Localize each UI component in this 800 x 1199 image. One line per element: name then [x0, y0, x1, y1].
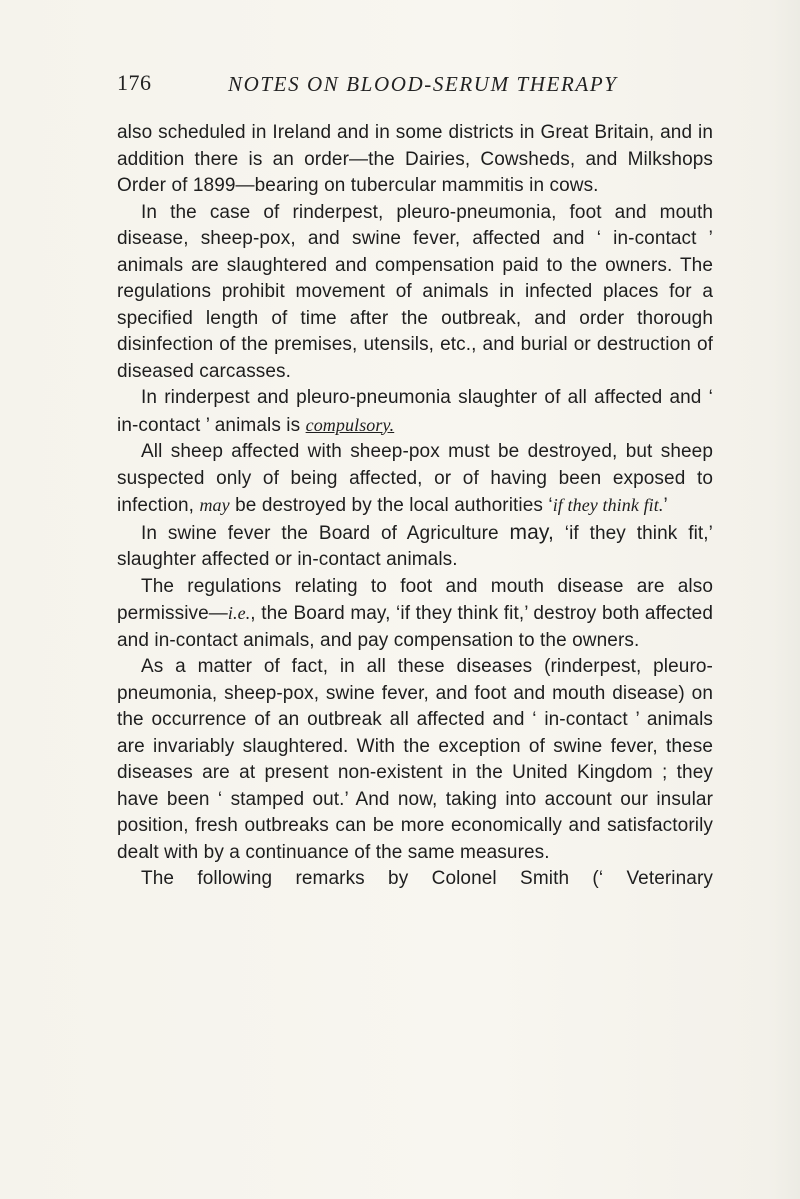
- emphasis-compulsory: compulsory.: [305, 414, 395, 435]
- paragraph-regulations: [117, 200, 713, 386]
- paragraph-text: The following remarks by Colonel Smith (‘ Veterinary: [141, 868, 713, 889]
- paragraph-text: All sheep affected with sheep-pox must be destroyed, but sheep suspected only of being affected, or of having been exposed to infection,: [117, 441, 713, 516]
- paragraph-text-end: ’: [663, 495, 668, 516]
- paragraph-compulsory: [117, 385, 713, 439]
- paragraph-foot-and-mouth: [117, 574, 713, 655]
- body-text: [117, 120, 713, 893]
- paragraph-text-end: , the Board may, ‘if they think fit,’ destroy both affected and in-contact animals, and pay compensation to the owners.: [117, 603, 713, 651]
- page-number: 176: [117, 70, 152, 95]
- paragraph-swine-fever: [117, 520, 713, 574]
- emphasis-may-bold: may,: [509, 520, 554, 544]
- page-header: [117, 70, 717, 106]
- paragraph-text-mid: be destroyed by the local authorities ‘: [229, 495, 553, 516]
- emphasis-if-they-think-fit: if they think fit.: [552, 495, 664, 515]
- paragraph-sheep-pox: [117, 439, 713, 520]
- paragraph-following-remarks: [117, 866, 713, 893]
- paragraph-text: In swine fever the Board of Agriculture: [141, 522, 510, 544]
- paragraph-text-end: ‘if they think fit,’ slaughter affected or in-contact animals.: [117, 522, 713, 570]
- paragraph-continuation: [117, 120, 713, 200]
- emphasis-may: may: [199, 495, 230, 515]
- paragraph-text: As a matter of fact, in all these diseases (rinderpest, pleuro-pneumonia, sheep-pox, swine fever, and foot and mouth disease) on the occurrence of an outbreak all affected and ‘ in-contact ’ animals are invariably slaughtered. With the exception of swine fever, these diseases are at present non-existent in the United Kingdom ; they have been ‘ stamped out.’ And now, taking into account our insular position, fresh outbreaks can be more economically and satisfactorily dealt with by a continuance of the same measures.: [117, 656, 713, 863]
- emphasis-ie: i.e.: [227, 603, 251, 623]
- paragraph-text: In rinderpest and pleuro-pneumonia slaughter of all affected and ‘ in-contact ’ animals is: [117, 387, 713, 436]
- paragraph-text: also scheduled in Ireland and in some districts in Great Britain, and in addition there is an order—the Dairies, Cowsheds, and Milkshops Order of 1899—bearing on tubercular mammitis in cows.: [117, 122, 713, 196]
- paragraph-text: The regulations relating to foot and mouth disease are also permissive—: [117, 575, 713, 624]
- paragraph-text: In the case of rinderpest, pleuro-pneumonia, foot and mouth disease, sheep-pox, and swine fever, affected and ‘ in-contact ’ animals are slaughtered and compensation paid to the owners. The regulations prohibit movement of animals in infected places for a specified length of time after the outbreak, and order thorough disinfection of the premises, utensils, etc., and burial or destruction of diseased carcasses.: [117, 201, 713, 382]
- paragraph-matter-of-fact: [117, 654, 713, 866]
- running-head: NOTES ON BLOOD-SERUM THERAPY: [228, 72, 618, 96]
